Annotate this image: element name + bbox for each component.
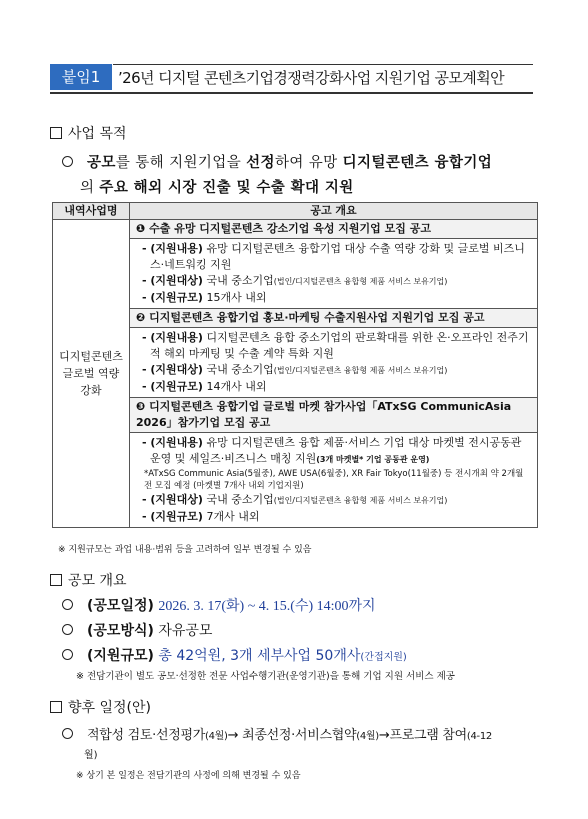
recruit-scale — [62, 645, 407, 665]
recruit-method-label: (공모방식) — [87, 623, 154, 639]
purpose-keyword-recruit: 공모 — [87, 155, 116, 171]
recruit-scale-label: (지원규모) — [87, 648, 154, 664]
program-table — [52, 202, 538, 528]
list-item: - (지원내용) 유망 디지털콘텐츠 융합 제품·서비스 기업 대상 마켓별 전시공동관 운영 및 세일즈·비즈니스 매칭 지원(3개 마켓별* 기업 공동관 운영) — [142, 436, 522, 465]
program-2-body — [130, 328, 538, 398]
section-purpose-title: 사업 목적 — [68, 126, 127, 142]
program-3-heading: ❸ 디지털콘텐츠 융합기업 글로벌 마켓 참가사업「ATxSG CommunicAsia 2026」참가기업 모집 공고 — [130, 398, 538, 433]
program-name: 디지털콘텐츠 글로벌 역량 강화 — [59, 350, 123, 397]
purpose-text: 의 — [80, 180, 100, 196]
table-header-overview: 공고 개요 — [130, 203, 538, 220]
section-purpose — [50, 123, 127, 143]
section-recruit — [50, 570, 127, 590]
recruit-period-value: 2026. 3. 17(화) ~ 4. 15.(수) 14:00까지 — [158, 599, 376, 614]
section-recruit-title: 공모 개요 — [68, 573, 127, 589]
program-3-body — [130, 433, 538, 528]
list-item: - (지원대상) 국내 중소기업(법인/디지털콘텐츠 융합형 제품 서비스 보유기업) — [142, 274, 448, 287]
purpose-text: 를 통해 지원기업을 — [115, 155, 247, 171]
recruit-method — [62, 620, 212, 640]
schedule-line-1: 적합성 검토·선정평가(4월)→ 최종선정·서비스협약(4월)→프로그램 참여(4-12 — [62, 724, 492, 743]
program-name-cell — [53, 220, 130, 528]
purpose-line-1 — [62, 151, 492, 172]
list-item: - (지원내용) 디지털콘텐츠 융합 중소기업의 판로확대를 위한 온·오프라인 전주기적 해외 마케팅 및 수출 계약 특화 지원 — [142, 331, 529, 360]
list-item: - (지원대상) 국내 중소기업(법인/디지털콘텐츠 융합형 제품 서비스 보유기업) — [142, 493, 448, 506]
list-item: - (지원내용) 유망 디지털콘텐츠 융합기업 대상 수출 역량 강화 및 글로벌 비즈니스·네트워킹 지원 — [142, 242, 525, 271]
list-item: - (지원규모) 7개사 내외 — [142, 510, 260, 523]
checkbox-square-icon — [50, 127, 62, 139]
document-title: ’26년 디지털 콘텐츠기업경쟁력강화사업 지원기업 공모계획안 — [118, 69, 504, 87]
purpose-text: 하여 유망 — [274, 155, 343, 171]
purpose-keyword-company: 디지털콘텐츠 융합기업 — [342, 155, 493, 171]
recruit-note: ※ 전담기관이 별도 공모·선정한 전문 사업수행기관(운영기관)을 통해 기업 지원 서비스 제공 — [76, 671, 455, 682]
recruit-scale-suffix: (간접지원) — [360, 652, 407, 663]
recruit-period-label: (공모일정) — [87, 598, 154, 614]
schedule-line-2: 월) — [84, 750, 98, 761]
header-bottom-rule — [50, 92, 533, 94]
bullet-circle-icon — [62, 156, 73, 167]
list-item: - (지원규모) 14개사 내외 — [142, 380, 267, 393]
bullet-circle-icon — [62, 728, 73, 739]
market-note: *ATxSG Communic Asia(5월중), AWE USA(6월중), XR Fair Tokyo(11월중) 등 전시개최 약 2개월전 모집 예정 (마켓별 7개사 내외 기업지원) — [144, 469, 524, 491]
program-2-heading: ❷ 디지털콘텐츠 융합기업 홍보·마케팅 수출지원사업 지원기업 모집 공고 — [130, 309, 538, 328]
table-footnote: ※ 지원규모는 과업 내용·범위 등을 고려하여 일부 변경될 수 있음 — [58, 545, 312, 555]
bullet-circle-icon — [62, 624, 73, 635]
table-header-row — [53, 203, 538, 220]
appendix-badge: 붙임1 — [50, 64, 112, 90]
table-header-program: 내역사업명 — [53, 203, 130, 220]
recruit-period — [62, 595, 376, 615]
list-item: - (지원대상) 국내 중소기업(법인/디지털콘텐츠 융합형 제품 서비스 보유기업) — [142, 363, 448, 376]
list-item: - (지원규모) 15개사 내외 — [142, 291, 267, 304]
program-1-heading: ❶ 수출 유망 디지털콘텐츠 강소기업 육성 지원기업 모집 공고 — [130, 220, 538, 239]
recruit-method-value: 자유공모 — [158, 623, 213, 639]
header-top-rule — [113, 64, 533, 65]
schedule-note: ※ 상기 본 일정은 전담기관의 사정에 의해 변경될 수 있음 — [76, 771, 301, 781]
bullet-circle-icon — [62, 649, 73, 660]
checkbox-square-icon — [50, 574, 62, 586]
program-1-body — [130, 239, 538, 309]
purpose-line-2 — [80, 176, 354, 197]
checkbox-square-icon — [50, 701, 62, 713]
section-schedule — [50, 697, 151, 717]
recruit-scale-value: 총 42억원, 3개 세부사업 50개사 — [158, 648, 361, 664]
bullet-circle-icon — [62, 599, 73, 610]
purpose-keyword-goal: 주요 해외 시장 진출 및 수출 확대 지원 — [99, 180, 354, 196]
section-schedule-title: 향후 일정(안) — [68, 700, 151, 716]
purpose-keyword-select: 선정 — [246, 155, 275, 171]
